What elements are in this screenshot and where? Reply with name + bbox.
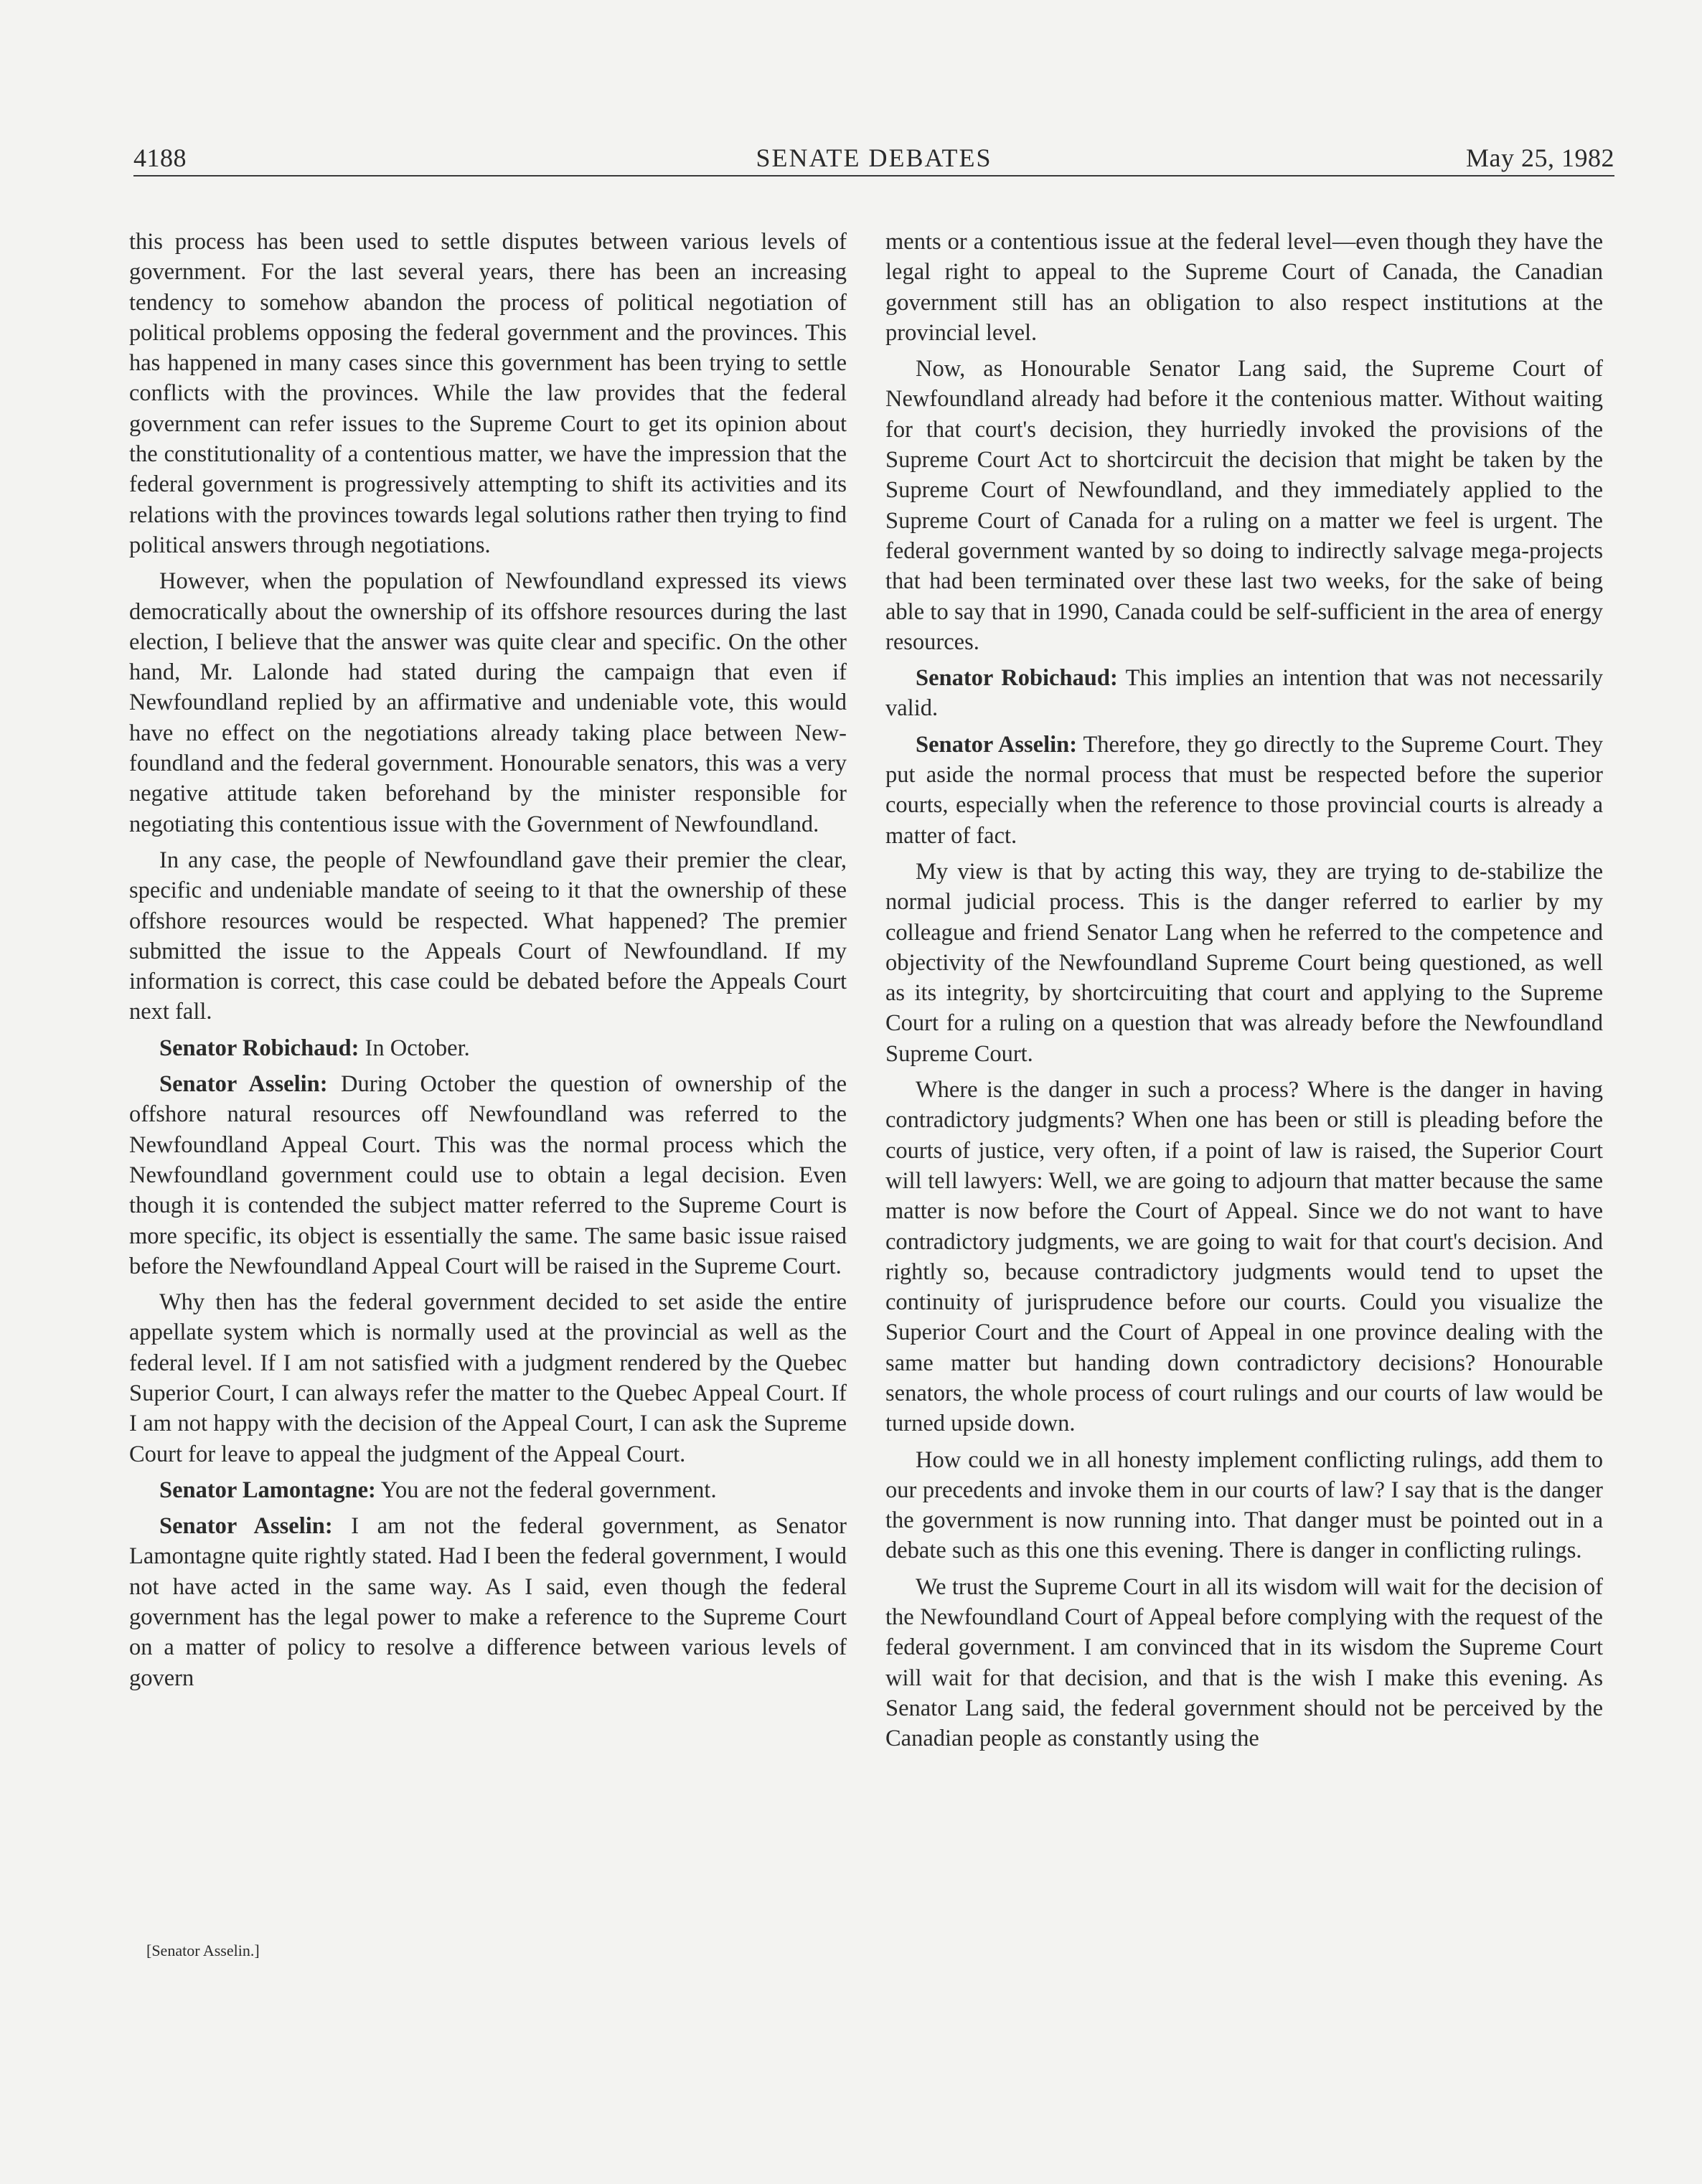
speech-text: I am not the federal government, as Senator Lamontagne quite rightly stated. Had I been the federal government, I would not have acted in the same way. As I said, even though the federal government has the legal power to make a reference to the Supreme Court on a matter of policy to resolve a difference between various levels of govern [129, 1513, 847, 1691]
right-column [885, 227, 1603, 1760]
speech [885, 663, 1603, 724]
publication-title: SENATE DEBATES [756, 143, 992, 172]
header-rule [133, 175, 1614, 176]
paragraph: My view is that by acting this way, they are trying to de-stabilize the normal judicial process. This is the danger referred to earlier by my colleague and friend Senator Lang when he referred to the competence and objectivity of the Newfoundland Supreme Court being questioned, as well as its integrity, by shortcircuiting that court and applying to the Supreme Court for a ruling on a question that was already before the Newfoundland Supreme Court. [885, 858, 1603, 1067]
speaker-name: Senator Robichaud: [916, 665, 1118, 692]
speech-text: Therefore, they go directly to the Supreme Court. They put aside the normal process that must be respected before the superior courts, especially when the reference to those provincial courts is already a matter of fact. [885, 731, 1603, 849]
paragraph: Where is the danger in such a process? Where is the danger in having contradictory judgments? When one has been or still is pleading before the courts of justice, very often, if a point of law is raised, the Superior Court will tell lawyers: Well, we are going to adjourn that matter because the same matter is now before the Court of Appeal. Since we do not want to have contradictory judgments, we are going to wait for that court's decision. And rightly so, because contradictory judgments would tend to upset the continuity of jurisprudence before our courts. Could you visualize the Superior Court and the Court of Appeal in one province dealing with the same matter but handing down contradictory decisions? Honourable senators, the whole process of court rulings and our courts of law would be turned upside down. [885, 1077, 1603, 1437]
speech [129, 1069, 847, 1281]
paragraph: ments or a contentious issue at the federal level—even though they have the legal right to appeal to the Supreme Court of Canada, the Canadian government still has an obligation to also respect institutions at the provincial level. [885, 229, 1603, 346]
speech-text: This implies an intention that was not necessarily valid. [885, 665, 1603, 722]
publication-date: May 25, 1982 [1466, 143, 1614, 172]
speech [129, 1511, 847, 1693]
speech-text: In October. [359, 1035, 470, 1061]
speaker-name: Senator Asselin: [159, 1513, 333, 1540]
speech [129, 1475, 847, 1505]
paragraph: In any case, the people of Newfoundland gave their premier the clear, specific and undeniable mandate of seeing to it that the ownership of these offshore resources would be respected. What happened? The premier submitted the issue to the Appeals Court of Newfoundland. If my information is correct, this case could be debated before the Appeals Court next fall. [129, 847, 847, 1025]
speaker-footnote: [Senator Asselin.] [146, 1941, 260, 1959]
page-number: 4188 [133, 143, 187, 172]
speech [129, 1033, 847, 1063]
paragraph: Now, as Honourable Senator Lang said, the Supreme Court of Newfoundland already had before it the contenious matter. Without waiting for that court's decision, they hurriedly invoked the provisions of the Supreme Court Act to shortcircuit the decision that might be taken by the Supreme Court of Newfoundland, and they immediately applied to the Supreme Court of Canada for a ruling on a matter we feel is urgent. The federal government wanted by so doing to indirectly salvage mega-projects that had been terminated over these last two weeks, for the sake of being able to say that in 1990, Canada could be self-sufficient in the area of energy resources. [885, 356, 1603, 655]
paragraph: We trust the Supreme Court in all its wisdom will wait for the decision of the Newfoundland Court of Appeal before complying with the request of the federal government. I am convinced that in its wisdom the Supreme Court will wait for that decision, and that is the wish I make this evening. As Senator Lang said, the federal government should not be perceived by the Canadian people as constantly using the [885, 1573, 1603, 1752]
paragraph: this process has been used to settle disputes between various levels of government. For the last several years, there has been an increasing tendency to somehow abandon the process of political negotiation of political problems opposing the federal government and the provinces. This has happened in many cases since this government has been trying to settle conflicts with the provinces. While the law provides that the federal government can refer issues to the Supreme Court to get its opinion about the constitutionality of a contentious matter, we have the impression that the federal government is progressively attempting to shift its activities and its relations with the provinces towards legal solutions rather then trying to find political answers through negotiations. [129, 229, 847, 558]
speaker-name: Senator Lamontagne: [159, 1477, 376, 1503]
speech [885, 730, 1603, 851]
page-header [133, 141, 1614, 175]
speaker-name: Senator Robichaud: [159, 1035, 359, 1061]
speaker-name: Senator Asselin: [916, 731, 1078, 758]
speech-text: You are not the federal government. [375, 1477, 717, 1503]
paragraph: Why then has the federal government decided to set aside the entire appellate system which is normally used at the provincial as well as the federal level. If I am not satisfied with a judgment rendered by the Quebec Superior Court, I can always refer the matter to the Quebec Appeal Court. If I am not happy with the decision of the Appeal Court, I can ask the Supreme Court for leave to appeal the judgment of the Appeal Court. [129, 1289, 847, 1467]
speech-text: During October the question of ownership of the offshore natural resources off Newfoundland was referred to the Newfoundland Appeal Court. This was the normal process which the Newfoundland government could use to obtain a legal decision. Even though it is contended the subject matter referred to the Supreme Court is more specific, its object is essentially the same. The same basic issue raised before the Newfoundland Appeal Court will be raised in the Supreme Court. [129, 1071, 847, 1279]
left-column [129, 227, 847, 1699]
speaker-name: Senator Asselin: [159, 1071, 328, 1098]
paragraph: However, when the population of Newfoundland expressed its views democratically about the ownership of its offshore resources during the last election, I believe that the answer was quite clear and specific. On the other hand, Mr. Lalonde had stated during the campaign that even if Newfoundland replied by an affirmative and undeniable vote, this would have no effect on the negotiations already taking place between Newfoundland and the federal government. Honourable senators, this was a very negative attitude taken beforehand by the minister responsible for negotiating this contentious issue with the Government of Newfoundland. [129, 568, 847, 837]
paragraph: How could we in all honesty implement conflicting rulings, add them to our precedents and invoke them in our courts of law? I say that is the danger the government is now running into. That danger must be pointed out in a debate such as this one this evening. There is danger in conflicting rulings. [885, 1446, 1603, 1564]
